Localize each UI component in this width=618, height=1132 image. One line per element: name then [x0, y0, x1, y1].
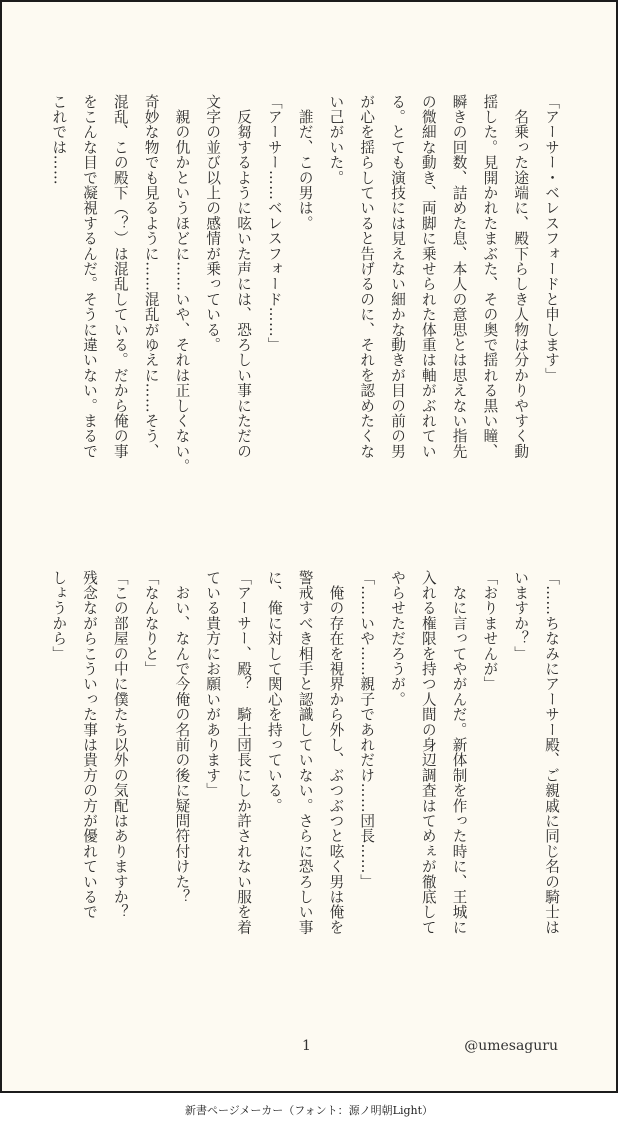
text-line: をこんな目で凝視するんだ。そうに違いない。まるで — [81, 94, 99, 459]
text-line: 「……ちなみにアーサー殿、ご親戚に同じ名の騎士は — [543, 570, 560, 935]
text-line: 「この部屋の中に僕たち以外の気配はありますか？ — [111, 570, 129, 920]
text-line: 名乗った途端に、殿下らしき人物は分かりやすく動 — [512, 94, 530, 459]
text-line: い己がいた。 — [327, 94, 345, 186]
text-line: 警戒すべき相手と認識していない。さらに恐ろしい事 — [296, 570, 314, 935]
text-line: 「アーサー、殿？ 騎士団長にしか許されない服を着 — [235, 570, 253, 935]
text-line: 「おりませんが」 — [481, 570, 499, 692]
text-line: やらせただろうが。 — [389, 570, 407, 707]
text-line: 残念ながらこういった事は貴方の方が優れているで — [81, 570, 99, 920]
text-line: しょうから」 — [50, 570, 68, 662]
text-line: 「アーサー……ベレスフォード……」 — [265, 94, 283, 353]
text-line: 奇妙な物でも見るように……混乱がゆえに……そう、 — [142, 94, 160, 459]
text-line: おい、なんで今俺の名前の後に疑問符付けた？ — [173, 570, 191, 905]
page-number: 1 — [302, 1038, 311, 1054]
text-line: 混乱、この殿下（？）は混乱している。だから俺の事 — [111, 94, 129, 459]
text-line: 親の仇かというほどに……いや、それは正しくない。 — [173, 94, 191, 474]
text-block-bottom — [46, 570, 566, 1000]
text-line: 揺した。見開かれたまぶた、その奥で揺れる黒い瞳、 — [481, 94, 499, 459]
text-line: いますか？」 — [512, 570, 530, 662]
text-line: 誰だ、この男は。 — [296, 94, 314, 231]
text-line: 「アーサー・ベレスフォードと申します」 — [543, 94, 560, 383]
text-line: に、俺に対して関心を持っている。 — [265, 570, 283, 814]
text-line: 俺の存在を視界から外し、ぶつぶつと呟く男は俺を — [327, 570, 345, 935]
text-line: が心を揺らしていると告げるのに、それを認めたくな — [358, 94, 376, 459]
text-line: 反芻するように呟いた声には、恐ろしい事にただの — [235, 94, 253, 459]
text-line: 瞬きの回数、詰めた息、本人の意思とは思えない指先 — [450, 94, 468, 459]
text-line: 「なんなりと」 — [142, 570, 160, 677]
text-line: 「……いや……親子であれだけ……団長……」 — [358, 570, 376, 890]
text-line: なに言ってやがんだ。新体制を作った時に、王城に — [450, 570, 468, 935]
author-handle: @umesaguru — [464, 1038, 558, 1054]
generator-credit: 新書ページメーカー（フォント：源ノ明朝Light） — [184, 1104, 434, 1117]
text-line: の微細な動き、両脚に乗せられた体重は軸がぶれてい — [419, 94, 437, 459]
text-line: 入れる権限を持つ人間の身辺調査はてめぇが徹底して — [419, 570, 437, 935]
text-line: 文字の並び以上の感情が乗っている。 — [204, 94, 222, 353]
text-block-top — [46, 94, 566, 524]
text-line: これでは…… — [50, 94, 68, 186]
text-line: ている貴方にお願いがあります」 — [204, 570, 222, 798]
text-line: る。とても演技には見えない細かな動きが目の前の男 — [389, 94, 407, 459]
